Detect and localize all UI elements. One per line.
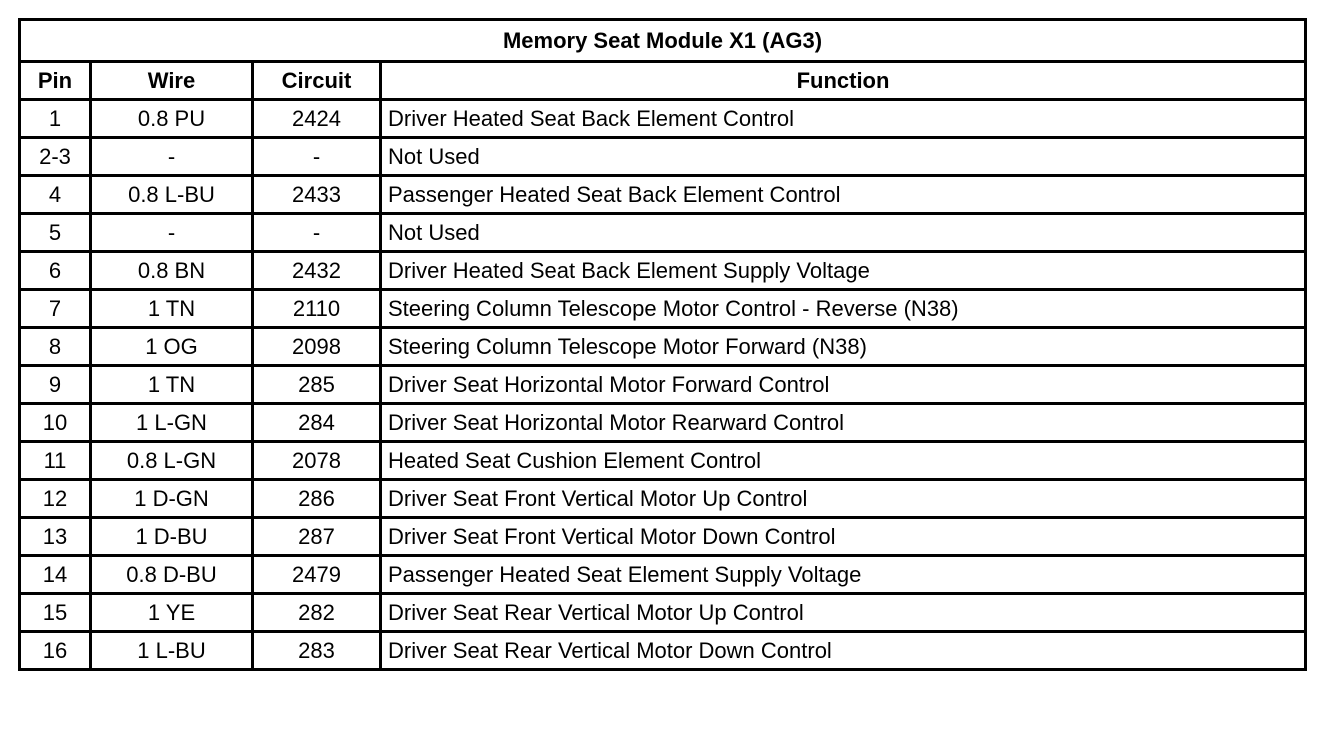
circuit-cell: 284 — [253, 404, 381, 442]
table-row — [20, 442, 1306, 480]
function-cell: Not Used — [381, 214, 1306, 252]
circuit-cell: 283 — [253, 632, 381, 670]
wire-cell: 1 YE — [91, 594, 253, 632]
circuit-cell: 2424 — [253, 100, 381, 138]
column-header-pin: Pin — [20, 62, 91, 100]
pin-cell: 1 — [20, 100, 91, 138]
function-cell: Driver Seat Front Vertical Motor Up Control — [381, 480, 1306, 518]
wire-cell: 0.8 L-BU — [91, 176, 253, 214]
function-cell: Driver Seat Horizontal Motor Forward Control — [381, 366, 1306, 404]
table-row — [20, 290, 1306, 328]
table-row — [20, 404, 1306, 442]
title-row — [20, 20, 1306, 62]
wire-cell: 1 L-GN — [91, 404, 253, 442]
pin-cell: 7 — [20, 290, 91, 328]
pin-cell: 12 — [20, 480, 91, 518]
connector-pinout-table — [18, 18, 1307, 671]
pin-cell: 16 — [20, 632, 91, 670]
pin-cell: 6 — [20, 252, 91, 290]
wire-cell: 0.8 BN — [91, 252, 253, 290]
circuit-cell: 286 — [253, 480, 381, 518]
function-cell: Steering Column Telescope Motor Forward (N38) — [381, 328, 1306, 366]
pin-cell: 8 — [20, 328, 91, 366]
table-row — [20, 480, 1306, 518]
pin-cell: 11 — [20, 442, 91, 480]
function-cell: Driver Seat Front Vertical Motor Down Control — [381, 518, 1306, 556]
pin-cell: 10 — [20, 404, 91, 442]
function-cell: Driver Heated Seat Back Element Supply Voltage — [381, 252, 1306, 290]
wire-cell: 1 L-BU — [91, 632, 253, 670]
function-cell: Not Used — [381, 138, 1306, 176]
table-row — [20, 138, 1306, 176]
function-cell: Heated Seat Cushion Element Control — [381, 442, 1306, 480]
function-cell: Driver Seat Rear Vertical Motor Down Control — [381, 632, 1306, 670]
wire-cell: 0.8 D-BU — [91, 556, 253, 594]
wire-cell: - — [91, 214, 253, 252]
function-cell: Driver Seat Horizontal Motor Rearward Control — [381, 404, 1306, 442]
table-row — [20, 100, 1306, 138]
pin-cell: 5 — [20, 214, 91, 252]
pin-cell: 4 — [20, 176, 91, 214]
circuit-cell: 2110 — [253, 290, 381, 328]
table-title: Memory Seat Module X1 (AG3) — [20, 20, 1306, 62]
circuit-cell: 282 — [253, 594, 381, 632]
wire-cell: 1 D-GN — [91, 480, 253, 518]
circuit-cell: - — [253, 214, 381, 252]
table-row — [20, 176, 1306, 214]
circuit-cell: 285 — [253, 366, 381, 404]
circuit-cell: 2078 — [253, 442, 381, 480]
pin-cell: 14 — [20, 556, 91, 594]
circuit-cell: 2098 — [253, 328, 381, 366]
function-cell: Driver Heated Seat Back Element Control — [381, 100, 1306, 138]
table-row — [20, 366, 1306, 404]
wire-cell: - — [91, 138, 253, 176]
wire-cell: 0.8 PU — [91, 100, 253, 138]
table-row — [20, 214, 1306, 252]
table-row — [20, 252, 1306, 290]
function-cell: Driver Seat Rear Vertical Motor Up Control — [381, 594, 1306, 632]
circuit-cell: 2433 — [253, 176, 381, 214]
table-row — [20, 632, 1306, 670]
function-cell: Passenger Heated Seat Element Supply Voltage — [381, 556, 1306, 594]
column-header-wire: Wire — [91, 62, 253, 100]
pin-cell: 2-3 — [20, 138, 91, 176]
table-row — [20, 594, 1306, 632]
pin-cell: 9 — [20, 366, 91, 404]
pin-cell: 13 — [20, 518, 91, 556]
function-cell: Steering Column Telescope Motor Control - Reverse (N38) — [381, 290, 1306, 328]
wire-cell: 1 TN — [91, 290, 253, 328]
circuit-cell: 287 — [253, 518, 381, 556]
wire-cell: 1 D-BU — [91, 518, 253, 556]
circuit-cell: - — [253, 138, 381, 176]
header-row — [20, 62, 1306, 100]
pin-cell: 15 — [20, 594, 91, 632]
table-row — [20, 328, 1306, 366]
function-cell: Passenger Heated Seat Back Element Control — [381, 176, 1306, 214]
wire-cell: 0.8 L-GN — [91, 442, 253, 480]
wire-cell: 1 OG — [91, 328, 253, 366]
circuit-cell: 2479 — [253, 556, 381, 594]
table-row — [20, 556, 1306, 594]
circuit-cell: 2432 — [253, 252, 381, 290]
column-header-circuit: Circuit — [253, 62, 381, 100]
table-row — [20, 518, 1306, 556]
wire-cell: 1 TN — [91, 366, 253, 404]
column-header-function: Function — [381, 62, 1306, 100]
